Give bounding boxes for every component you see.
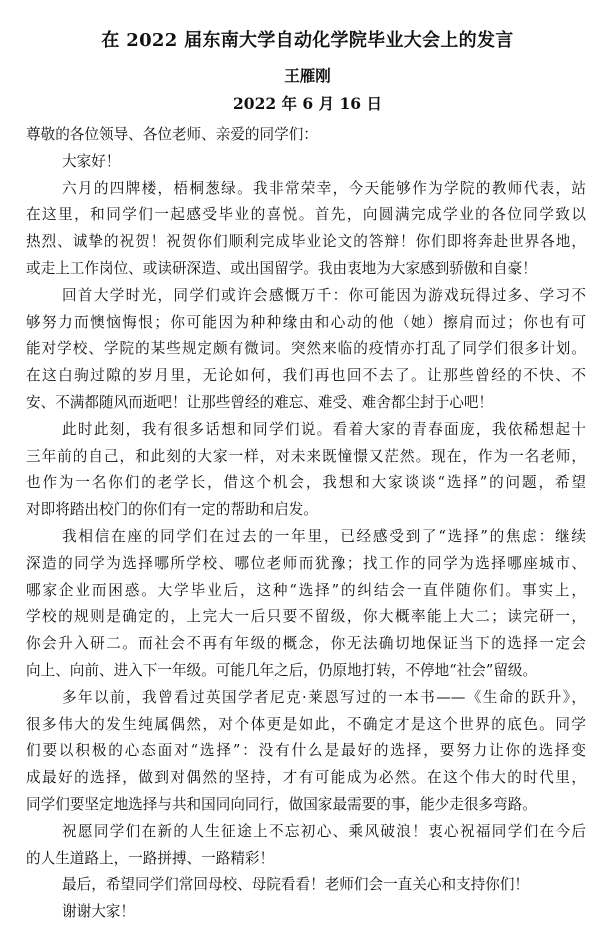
body-line: 我相信在座的同学们在过去的一年里，已经感受到了“选择”的焦虑：继续 — [62, 527, 586, 545]
body-line: 在这里，和同学们一起感受毕业的喜悦。首先，向圆满完成学业的各位同学致以 — [26, 206, 586, 224]
body-line: 对即将踏出校门的你们有一定的帮助和启发。 — [26, 501, 318, 519]
body-line: 谢谢大家！ — [62, 903, 135, 921]
body-line: 此时此刻，我有很多话想和同学们说。看着大家的青春面庞，我依稀想起十 — [62, 420, 586, 438]
body-line: 成最好的选择，做到对偶然的坚持，才有可能成为必然。在这个伟大的时代里， — [26, 769, 586, 787]
body-line: 三年前的自己，和此刻的大家一样，对未来既憧憬又茫然。现在，作为一名老师， — [26, 447, 586, 465]
body-line: 多年以前，我曾看过英国学者尼克·莱恩写过的一本书——《生命的跃升》， — [62, 688, 586, 706]
body-line: 在这白驹过隙的岁月里，无论如何，我们再也回不去了。让那些曾经的不快、不 — [26, 367, 586, 385]
speech-date: 2022 年 6 月 16 日 — [233, 94, 382, 113]
body-line: 安、不满都随风而逝吧！让那些曾经的难忘、难受、难舍都尘封于心吧！ — [26, 393, 494, 411]
body-line: 的人生道路上，一路拼搏、一路精彩！ — [26, 849, 275, 867]
body-line: 也作为一名你们的老学长，借这个机会，我想和大家谈谈“选择”的问题，希望 — [26, 474, 586, 492]
body-line: 你会升入研二。而社会不再有年级的概念，你无法确切地保证当下的选择一定会 — [26, 635, 586, 653]
body-line: 能对学校、学院的某些规定颇有微词。突然来临的疫情亦打乱了同学们很多计划。 — [26, 340, 586, 358]
speech-title: 在 2022 届东南大学自动化学院毕业大会上的发言 — [101, 30, 514, 51]
body-line: 很多伟大的发生纯属偶然，对个体更是如此，不确定才是这个世界的底色。同学 — [26, 715, 586, 733]
speech-body — [26, 122, 586, 926]
speech-author: 王雁刚 — [284, 66, 331, 85]
body-line: 向上、向前、进入下一年级。可能几年之后，仍原地打转，不停地“社会”留级。 — [26, 661, 538, 679]
body-line: 深造的同学为选择哪所学校、哪位老师而犹豫；找工作的同学为选择哪座城市、 — [26, 554, 586, 572]
body-line: 热烈、诚挚的祝贺！祝贺你们顺利完成毕业论文的答辩！你们即将奔赴世界各地， — [26, 233, 586, 251]
body-line: 哪家企业而困惑。大学毕业后，这种“选择”的纠结会一直伴随你们。事实上， — [26, 581, 586, 599]
body-line: 够努力而懊恼悔恨；你可能因为种种缘由和心动的他（她）擦肩而过；你也有可 — [26, 313, 586, 331]
body-line: 或走上工作岗位、或读研深造、或出国留学。我由衷地为大家感到骄傲和自豪！ — [26, 259, 537, 277]
body-line: 六月的四牌楼，梧桐葱绿。我非常荣幸，今天能够作为学院的教师代表，站 — [62, 179, 586, 197]
body-line: 祝愿同学们在新的人生征途上不忘初心、乘风破浪！衷心祝福同学们在今后 — [62, 822, 586, 840]
body-line: 尊敬的各位领导、各位老师、亲爱的同学们： — [26, 126, 318, 143]
body-line: 同学们要坚定地选择与共和国同向同行，做国家最需要的事，能少走很多弯路。 — [26, 795, 537, 813]
body-line: 学校的规则是确定的，上完大一后只要不留级，你大概率能上大二；读完研一， — [26, 608, 586, 626]
body-line: 回首大学时光，同学们或许会感慨万千：你可能因为游戏玩得过多、学习不 — [62, 286, 586, 304]
body-line: 大家好！ — [62, 152, 121, 170]
body-line: 最后，希望同学们常回母校、母院看看！老师们会一直关心和支持你们！ — [62, 876, 530, 894]
body-line: 们要以积极的心态面对“选择”：没有什么是最好的选择，要努力让你的选择变 — [26, 742, 586, 760]
